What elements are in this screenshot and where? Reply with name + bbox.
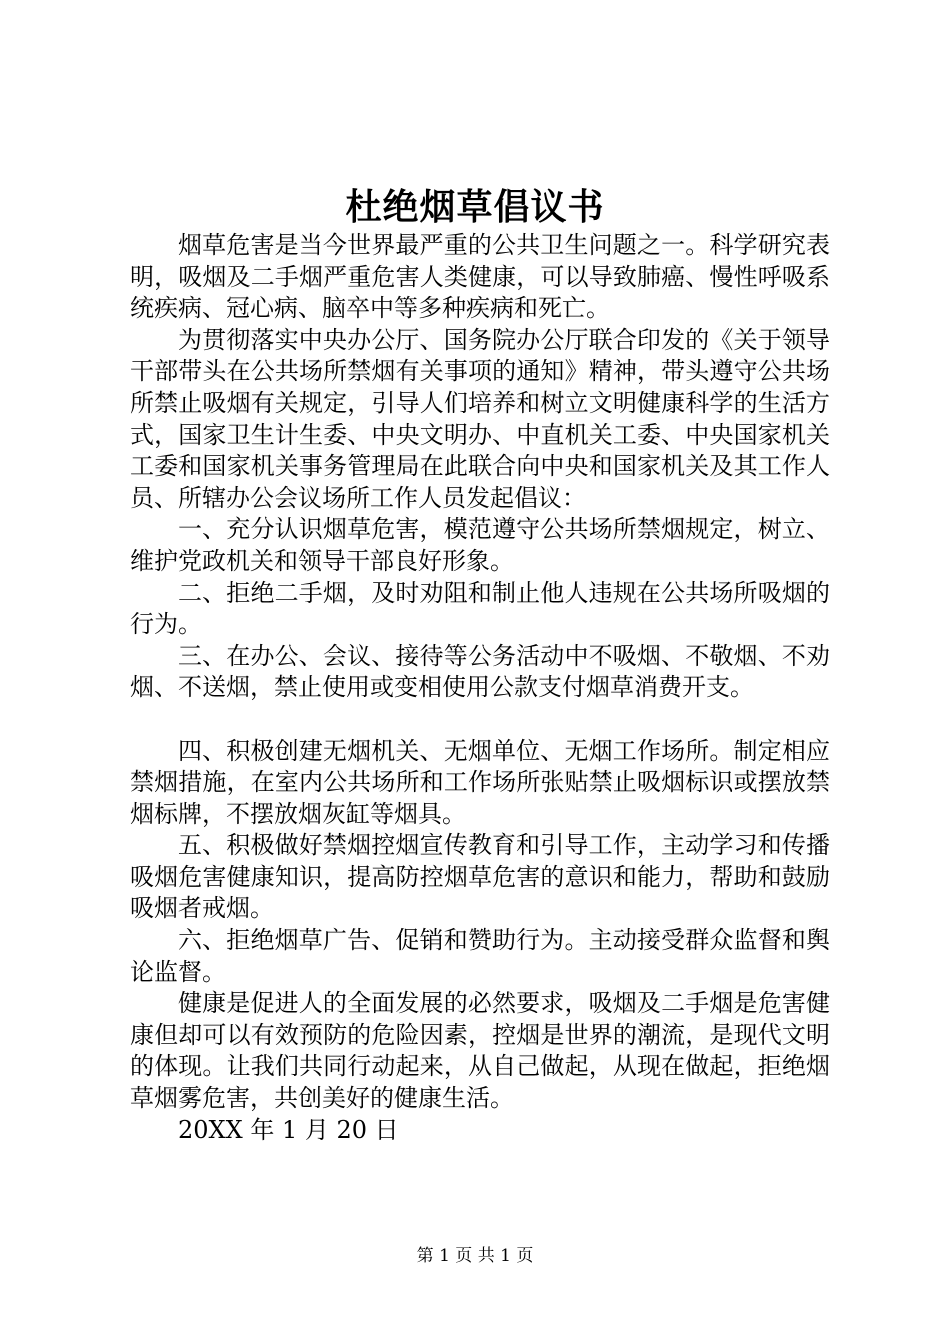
paragraph-intro: 烟草危害是当今世界最严重的公共卫生问题之一。科学研究表明，吸烟及二手烟严重危害人类健康，可以导致肺癌、慢性呼吸系统疾病、冠心病、脑卒中等多种疾病和死亡。 (130, 231, 830, 323)
paragraph-item-3: 三、在办公、会议、接待等公务活动中不吸烟、不敬烟、不劝烟、不送烟，禁止使用或变相使用公款支付烟草消费开支。 (130, 641, 830, 702)
paragraph-item-2: 二、拒绝二手烟，及时劝阻和制止他人违规在公共场所吸烟的行为。 (130, 578, 830, 639)
document-body (130, 230, 830, 1146)
document-date: 20XX 年 1 月 20 日 (178, 1115, 399, 1144)
document-title: 杜绝烟草倡议书 (345, 186, 605, 228)
paragraph-background: 为贯彻落实中央办公厅、国务院办公厅联合印发的《关于领导干部带头在公共场所禁烟有关事项的通知》精神，带头遵守公共场所禁止吸烟有关规定，引导人们培养和树立文明健康科学的生活方式，国家卫生计生委、中央文明办、中直机关工委、中央国家机关工委和国家机关事务管理局在此联合向中央和国家机关及其工作人员、所辖办公会议场所工作人员发起倡议： (130, 325, 830, 512)
paragraph-item-1: 一、充分认识烟草危害，模范遵守公共场所禁烟规定，树立、维护党政机关和领导干部良好形象。 (130, 515, 830, 575)
page-footer: 第 1 页 共 1 页 (416, 1246, 534, 1266)
paragraph-item-6: 六、拒绝烟草广告、促销和赞助行为。主动接受群众监督和舆论监督。 (130, 926, 830, 986)
paragraph-item-4: 四、积极创建无烟机关、无烟单位、无烟工作场所。制定相应禁烟措施，在室内公共场所和工作场所张贴禁止吸烟标识或摆放禁烟标牌，不摆放烟灰缸等烟具。 (130, 736, 830, 828)
paragraph-conclusion: 健康是促进人的全面发展的必然要求，吸烟及二手烟是危害健康但却可以有效预防的危险因素，控烟是世界的潮流，是现代文明的体现。让我们共同行动起来，从自己做起，从现在做起，拒绝烟草烟雾危害，共创美好的健康生活。 (130, 989, 830, 1113)
paragraph-item-5: 五、积极做好禁烟控烟宣传教育和引导工作，主动学习和传播吸烟危害健康知识，提高防控烟草危害的意识和能力，帮助和鼓励吸烟者戒烟。 (130, 831, 830, 923)
